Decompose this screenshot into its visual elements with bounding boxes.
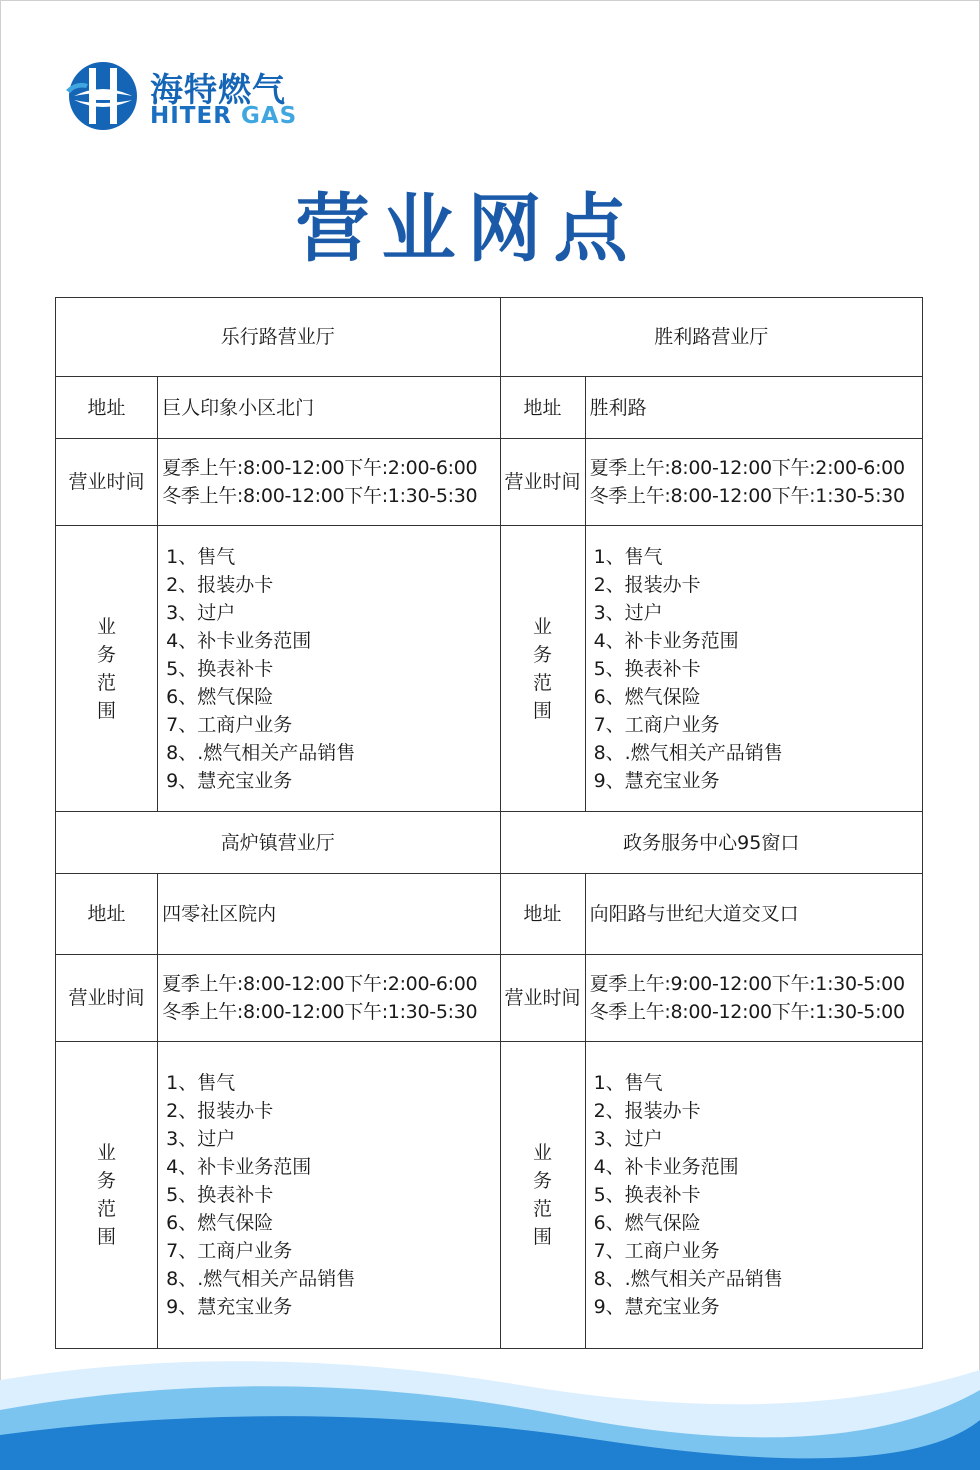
scope-label (56, 526, 158, 812)
services-list (590, 543, 922, 795)
service-outlets-table (55, 297, 923, 1349)
service-item: 7、工商户业务 (166, 713, 293, 736)
hall-name: 胜利路营业厅 (500, 298, 923, 377)
address-label: 地址 (56, 377, 158, 439)
hall-name: 政务服务中心95窗口 (500, 812, 923, 874)
winter-hours: 冬季上午:8:00-12:00下午:1:30-5:30 (162, 1001, 478, 1023)
service-item: 2、报装办卡 (593, 573, 701, 596)
scope-label-char: 务 (97, 643, 117, 666)
summer-hours: 夏季上午:8:00-12:00下午:2:00-6:00 (589, 457, 905, 479)
scope-label-char: 范 (97, 1198, 117, 1220)
scope-row-1 (56, 526, 923, 812)
hours-row-1 (56, 439, 923, 526)
address-value: 胜利路 (585, 377, 922, 439)
winter-hours: 冬季上午:8:00-12:00下午:1:30-5:30 (589, 485, 905, 507)
hours-value (158, 955, 500, 1042)
brand-logo (66, 60, 336, 136)
scope-label (56, 1042, 158, 1349)
decorative-wave (0, 1340, 980, 1470)
address-row-2 (56, 874, 923, 955)
scope-label-char: 业 (533, 1142, 553, 1164)
service-item: 8、.燃气相关产品销售 (166, 741, 356, 764)
hours-value (585, 955, 922, 1042)
hours-label: 营业时间 (56, 439, 158, 526)
scope-label-char: 范 (533, 671, 553, 694)
address-value: 巨人印象小区北门 (158, 377, 500, 439)
service-item: 4、补卡业务范围 (593, 1156, 739, 1178)
service-item: 7、工商户业务 (593, 1240, 720, 1262)
summer-hours: 夏季上午:8:00-12:00下午:2:00-6:00 (162, 457, 478, 479)
service-item: 6、燃气保险 (593, 685, 701, 708)
service-item: 4、补卡业务范围 (166, 629, 312, 652)
summer-hours: 夏季上午:9:00-12:00下午:1:30-5:00 (589, 973, 905, 995)
scope-label-char: 围 (533, 699, 553, 722)
service-item: 4、补卡业务范围 (593, 629, 739, 652)
service-item: 7、工商户业务 (166, 1240, 293, 1262)
service-item: 3、过户 (593, 601, 663, 624)
brand-name-cn: 海特燃气 (150, 70, 286, 109)
scope-label-char: 范 (97, 671, 117, 694)
service-item: 5、换表补卡 (166, 657, 274, 680)
hall-name: 乐行路营业厅 (56, 298, 501, 377)
service-item: 3、过户 (593, 1128, 663, 1150)
service-item: 1、售气 (593, 1072, 663, 1094)
brand-name-en-part2: GAS (240, 103, 298, 129)
summer-hours: 夏季上午:8:00-12:00下午:2:00-6:00 (162, 973, 478, 995)
address-label: 地址 (56, 874, 158, 955)
service-item: 6、燃气保险 (166, 1212, 274, 1234)
service-item: 3、过户 (166, 1128, 236, 1150)
scope-value (158, 1042, 500, 1349)
service-item: 5、换表补卡 (166, 1184, 274, 1206)
scope-row-2 (56, 1042, 923, 1349)
address-label: 地址 (500, 377, 585, 439)
hours-value (585, 439, 922, 526)
scope-label-char: 务 (533, 643, 553, 666)
address-row-1 (56, 377, 923, 439)
page-title: 营业网点 (295, 186, 640, 272)
scope-label-char: 业 (533, 615, 553, 638)
services-list (590, 1069, 922, 1321)
service-item: 9、慧充宝业务 (166, 1296, 293, 1318)
hall-name: 高炉镇营业厅 (56, 812, 501, 874)
service-item: 8、.燃气相关产品销售 (593, 741, 783, 764)
service-item: 7、工商户业务 (593, 713, 720, 736)
scope-label-char: 围 (97, 1226, 117, 1248)
hours-row-2 (56, 955, 923, 1042)
service-item: 2、报装办卡 (593, 1100, 701, 1122)
service-item: 5、换表补卡 (593, 657, 701, 680)
winter-hours: 冬季上午:8:00-12:00下午:1:30-5:00 (589, 1001, 905, 1023)
service-item: 2、报装办卡 (166, 573, 274, 596)
service-item: 1、售气 (166, 1072, 236, 1094)
service-item: 9、慧充宝业务 (593, 769, 720, 792)
address-value: 向阳路与世纪大道交叉口 (585, 874, 922, 955)
service-item: 1、售气 (166, 545, 236, 568)
winter-hours: 冬季上午:8:00-12:00下午:1:30-5:30 (162, 485, 478, 507)
services-list (162, 543, 499, 795)
scope-label-char: 务 (97, 1170, 117, 1192)
service-item: 9、慧充宝业务 (166, 769, 293, 792)
address-label: 地址 (500, 874, 585, 955)
service-item: 2、报装办卡 (166, 1100, 274, 1122)
scope-label-char: 务 (533, 1170, 553, 1192)
scope-label-char: 围 (97, 699, 117, 722)
hall-name-row-2 (56, 812, 923, 874)
scope-label-char: 业 (97, 1142, 117, 1164)
service-item: 5、换表补卡 (593, 1184, 701, 1206)
hours-label: 营业时间 (500, 955, 585, 1042)
scope-value (585, 526, 922, 812)
hours-value (158, 439, 500, 526)
services-list (162, 1069, 499, 1321)
hours-label: 营业时间 (56, 955, 158, 1042)
hiter-gas-logo-icon (66, 60, 140, 132)
service-item: 1、售气 (593, 545, 663, 568)
service-item: 8、.燃气相关产品销售 (166, 1268, 356, 1290)
brand-name-en-part1: HITER (150, 103, 241, 129)
service-item: 6、燃气保险 (593, 1212, 701, 1234)
scope-label-char: 业 (97, 615, 117, 638)
scope-label-char: 范 (533, 1198, 553, 1220)
brand-name-en (150, 103, 297, 129)
service-item: 6、燃气保险 (166, 685, 274, 708)
address-value: 四零社区院内 (158, 874, 500, 955)
service-item: 8、.燃气相关产品销售 (593, 1268, 783, 1290)
hall-name-row-1 (56, 298, 923, 377)
scope-value (158, 526, 500, 812)
scope-label (500, 1042, 585, 1349)
scope-label-char: 围 (533, 1226, 553, 1248)
scope-label (500, 526, 585, 812)
service-item: 3、过户 (166, 601, 236, 624)
scope-value (585, 1042, 922, 1349)
hours-label: 营业时间 (500, 439, 585, 526)
service-item: 4、补卡业务范围 (166, 1156, 312, 1178)
service-item: 9、慧充宝业务 (593, 1296, 720, 1318)
